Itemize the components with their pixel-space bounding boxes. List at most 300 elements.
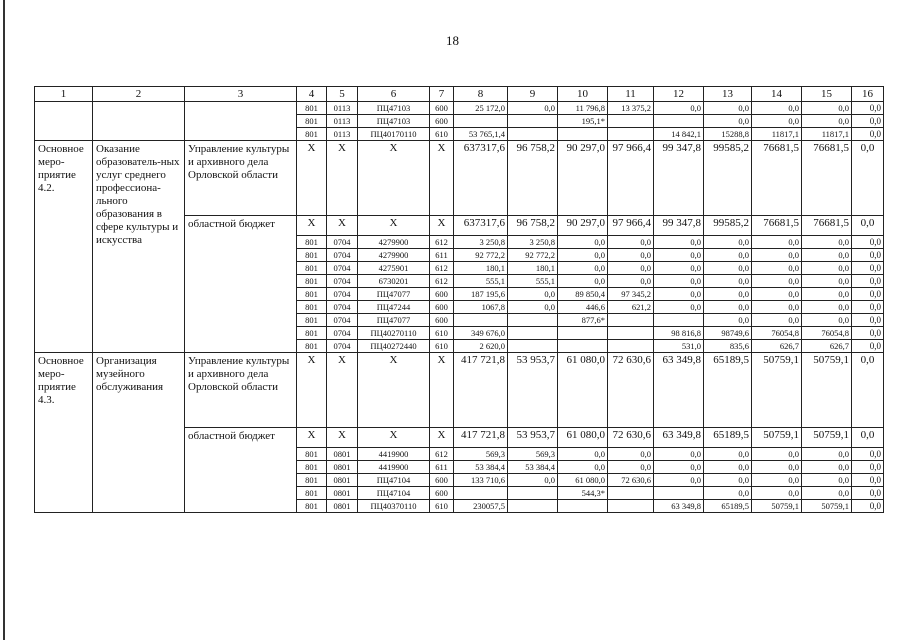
- column-number: 9: [508, 87, 558, 102]
- table-cell: 0,0: [852, 340, 884, 353]
- table-cell: 0,0: [558, 249, 608, 262]
- table-cell: 53 384,4: [454, 461, 508, 474]
- table-cell: ПЦ47103: [358, 115, 430, 128]
- table-cell: 2 620,0: [454, 340, 508, 353]
- table-cell: 0,0: [802, 487, 852, 500]
- table-cell: 0,0: [704, 262, 752, 275]
- table-cell: 1067,8: [454, 301, 508, 314]
- table-cell: 0,0: [654, 275, 704, 288]
- table-cell: Х: [327, 428, 358, 448]
- table-cell: 0,0: [752, 448, 802, 461]
- table-cell: 801: [297, 115, 327, 128]
- table-cell: ПЦ40170110: [358, 128, 430, 141]
- table-cell: 0,0: [508, 288, 558, 301]
- table-cell: 0,0: [508, 102, 558, 115]
- table-cell: 0,0: [704, 236, 752, 249]
- table-cell: Х: [327, 141, 358, 216]
- table-cell: 0,0: [852, 262, 884, 275]
- table-cell: 13 375,2: [608, 102, 654, 115]
- table-cell: Х: [430, 216, 454, 236]
- table-cell: 0,0: [802, 314, 852, 327]
- table-cell: 65189,5: [704, 353, 752, 428]
- table-cell: 0,0: [852, 301, 884, 314]
- table-cell: 0,0: [608, 448, 654, 461]
- table-cell: [508, 500, 558, 513]
- table-cell: 600: [430, 301, 454, 314]
- table-cell: 417 721,8: [454, 353, 508, 428]
- table-cell: 0,0: [852, 236, 884, 249]
- table-cell: [608, 500, 654, 513]
- table-cell: [608, 115, 654, 128]
- table-cell: 3 250,8: [454, 236, 508, 249]
- table-cell: Х: [358, 141, 430, 216]
- table-cell: 61 080,0: [558, 428, 608, 448]
- table-cell: 626,7: [752, 340, 802, 353]
- g0-col2: [93, 102, 185, 141]
- table-cell: 0,0: [704, 249, 752, 262]
- table-cell: ПЦ40270110: [358, 327, 430, 340]
- table-cell: 0704: [327, 301, 358, 314]
- table-cell: 0,0: [752, 474, 802, 487]
- table-cell: 4279900: [358, 249, 430, 262]
- table-cell: 96 758,2: [508, 141, 558, 216]
- table-cell: 0,0: [608, 249, 654, 262]
- table-cell: [508, 314, 558, 327]
- table-cell: 0704: [327, 275, 358, 288]
- table-cell: ПЦ40370110: [358, 500, 430, 513]
- table-cell: [508, 340, 558, 353]
- table-cell: 0,0: [802, 288, 852, 301]
- table-cell: 801: [297, 262, 327, 275]
- table-cell: 0,0: [704, 448, 752, 461]
- table-cell: 97 345,2: [608, 288, 654, 301]
- table-cell: 0,0: [704, 115, 752, 128]
- g0-col3: [185, 102, 297, 141]
- table-cell: 0,0: [558, 448, 608, 461]
- event-main-row: [35, 141, 884, 216]
- table-cell: 0,0: [852, 216, 884, 236]
- column-number: 16: [852, 87, 884, 102]
- table-cell: 53 765,1,4: [454, 128, 508, 141]
- table-cell: [608, 314, 654, 327]
- table-cell: 97 966,4: [608, 216, 654, 236]
- table-cell: 0,0: [852, 487, 884, 500]
- table-cell: 0,0: [704, 102, 752, 115]
- table-cell: 63 349,8: [654, 353, 704, 428]
- table-cell: 0,0: [608, 236, 654, 249]
- table-cell: Х: [327, 216, 358, 236]
- table-cell: 65189,5: [704, 500, 752, 513]
- table-cell: 0,0: [508, 474, 558, 487]
- column-number: 14: [752, 87, 802, 102]
- table-cell: 187 195,6: [454, 288, 508, 301]
- table-cell: 230057,5: [454, 500, 508, 513]
- table-cell: 0,0: [608, 262, 654, 275]
- table-cell: 600: [430, 102, 454, 115]
- table-cell: 0,0: [852, 474, 884, 487]
- table-cell: Х: [297, 353, 327, 428]
- table-cell: 0,0: [852, 327, 884, 340]
- table-cell: 50759,1: [752, 500, 802, 513]
- column-number: 6: [358, 87, 430, 102]
- column-number: 12: [654, 87, 704, 102]
- table-cell: 0,0: [654, 249, 704, 262]
- table-cell: 446,6: [558, 301, 608, 314]
- table-cell: 0,0: [654, 448, 704, 461]
- responsible-executor: Управление культуры и архивного дела Орловской области: [185, 141, 297, 216]
- table-cell: 0,0: [752, 288, 802, 301]
- table-cell: 15288,8: [704, 128, 752, 141]
- table-cell: ПЦ47103: [358, 102, 430, 115]
- table-cell: 0,0: [704, 288, 752, 301]
- table-cell: 349 676,0: [454, 327, 508, 340]
- table-cell: ПЦ47077: [358, 288, 430, 301]
- table-cell: 0113: [327, 102, 358, 115]
- table-cell: 92 772,2: [454, 249, 508, 262]
- table-cell: 0,0: [802, 115, 852, 128]
- column-number: 4: [297, 87, 327, 102]
- table-cell: 72 630,6: [608, 428, 654, 448]
- table-cell: 0,0: [752, 314, 802, 327]
- event-description: Организация музейного обслуживания: [93, 353, 185, 513]
- column-number: 5: [327, 87, 358, 102]
- table-cell: 76681,5: [752, 141, 802, 216]
- table-cell: 90 297,0: [558, 141, 608, 216]
- table-cell: 0,0: [802, 474, 852, 487]
- table-cell: 72 630,6: [608, 353, 654, 428]
- column-number: 3: [185, 87, 297, 102]
- table-cell: 600: [430, 474, 454, 487]
- table-cell: 0704: [327, 249, 358, 262]
- table-cell: 0,0: [852, 314, 884, 327]
- table-cell: 99 347,8: [654, 141, 704, 216]
- table-cell: 4279900: [358, 236, 430, 249]
- table-cell: 0,0: [654, 288, 704, 301]
- table-cell: Х: [297, 216, 327, 236]
- table-cell: 0,0: [802, 461, 852, 474]
- table-cell: ПЦ47244: [358, 301, 430, 314]
- table-cell: 610: [430, 327, 454, 340]
- table-cell: 98 816,8: [654, 327, 704, 340]
- table-cell: 600: [430, 288, 454, 301]
- table-cell: 53 953,7: [508, 353, 558, 428]
- table-cell: 600: [430, 115, 454, 128]
- table-cell: 0801: [327, 487, 358, 500]
- table-cell: 0,0: [654, 236, 704, 249]
- table-cell: 4419900: [358, 461, 430, 474]
- table-cell: 53 384,4: [508, 461, 558, 474]
- table-cell: Х: [297, 428, 327, 448]
- table-cell: 0801: [327, 474, 358, 487]
- table-cell: 0,0: [558, 275, 608, 288]
- table-cell: 801: [297, 474, 327, 487]
- table-cell: 0,0: [704, 314, 752, 327]
- table-cell: 801: [297, 236, 327, 249]
- table-cell: 417 721,8: [454, 428, 508, 448]
- table-cell: 637317,6: [454, 216, 508, 236]
- table-cell: 98749,6: [704, 327, 752, 340]
- funding-source: областной бюджет: [185, 428, 297, 513]
- table-cell: 50759,1: [802, 500, 852, 513]
- page-number: 18: [446, 33, 459, 48]
- table-cell: [454, 487, 508, 500]
- event-description: Оказание образователь-ных услуг среднего профессиона-льного образования в сфере культуры и искусства: [93, 141, 185, 353]
- table-cell: 0,0: [752, 262, 802, 275]
- table-cell: 0,0: [852, 102, 884, 115]
- table-cell: 569,3: [508, 448, 558, 461]
- table-cell: 0,0: [608, 275, 654, 288]
- table-cell: 611: [430, 249, 454, 262]
- table-cell: [558, 340, 608, 353]
- table-cell: 4419900: [358, 448, 430, 461]
- table-cell: 0,0: [704, 474, 752, 487]
- table-cell: 76681,5: [802, 216, 852, 236]
- table-cell: 621,2: [608, 301, 654, 314]
- table-cell: 96 758,2: [508, 216, 558, 236]
- table-cell: 76681,5: [752, 216, 802, 236]
- table-cell: 801: [297, 249, 327, 262]
- table-cell: 555,1: [508, 275, 558, 288]
- table-cell: 14 842,1: [654, 128, 704, 141]
- table-cell: 99 347,8: [654, 216, 704, 236]
- table-cell: 61 080,0: [558, 474, 608, 487]
- table-cell: 0,0: [802, 236, 852, 249]
- table-cell: 0,0: [852, 288, 884, 301]
- table-cell: 0,0: [852, 249, 884, 262]
- table-cell: 0704: [327, 236, 358, 249]
- table-cell: [608, 487, 654, 500]
- table-cell: 801: [297, 314, 327, 327]
- table-cell: 0,0: [752, 236, 802, 249]
- table-cell: 610: [430, 500, 454, 513]
- table-cell: 25 172,0: [454, 102, 508, 115]
- table-cell: 610: [430, 340, 454, 353]
- table-cell: 0,0: [752, 301, 802, 314]
- table-cell: 801: [297, 448, 327, 461]
- table-cell: 0,0: [704, 461, 752, 474]
- table-cell: 0,0: [852, 448, 884, 461]
- table-cell: 0113: [327, 128, 358, 141]
- table-cell: 0,0: [852, 275, 884, 288]
- table-cell: 0,0: [752, 461, 802, 474]
- table-cell: 600: [430, 314, 454, 327]
- table-cell: 11817,1: [752, 128, 802, 141]
- table-cell: [654, 487, 704, 500]
- table-cell: 555,1: [454, 275, 508, 288]
- table-cell: ПЦ47104: [358, 474, 430, 487]
- table-cell: 50759,1: [752, 428, 802, 448]
- table-cell: 63 349,8: [654, 428, 704, 448]
- table-cell: 0,0: [558, 262, 608, 275]
- column-number-row: [35, 87, 884, 102]
- table-cell: 0,0: [558, 461, 608, 474]
- table-cell: 0704: [327, 314, 358, 327]
- table-cell: 76681,5: [802, 141, 852, 216]
- table-cell: 0,0: [802, 275, 852, 288]
- table-cell: 0,0: [752, 249, 802, 262]
- table-cell: 611: [430, 461, 454, 474]
- table-cell: 63 349,8: [654, 500, 704, 513]
- table-cell: [558, 500, 608, 513]
- table-cell: 0,0: [802, 262, 852, 275]
- table-cell: 801: [297, 327, 327, 340]
- table-cell: 0801: [327, 461, 358, 474]
- table-cell: 0,0: [654, 262, 704, 275]
- table-cell: 600: [430, 487, 454, 500]
- table-cell: 0,0: [852, 353, 884, 428]
- column-number: 13: [704, 87, 752, 102]
- table-cell: 569,3: [454, 448, 508, 461]
- table-cell: ПЦ47077: [358, 314, 430, 327]
- table-cell: 90 297,0: [558, 216, 608, 236]
- table-cell: ПЦ47104: [358, 487, 430, 500]
- table-cell: 133 710,6: [454, 474, 508, 487]
- table-cell: 0,0: [752, 487, 802, 500]
- table-cell: Х: [358, 216, 430, 236]
- table-cell: 0,0: [802, 301, 852, 314]
- table-cell: 11 796,8: [558, 102, 608, 115]
- table-cell: 637317,6: [454, 141, 508, 216]
- table-cell: 0801: [327, 448, 358, 461]
- column-number: 2: [93, 87, 185, 102]
- column-number: 15: [802, 87, 852, 102]
- event-number: Основное меро-приятие 4.2.: [35, 141, 93, 353]
- table-cell: 97 966,4: [608, 141, 654, 216]
- table-cell: Х: [297, 141, 327, 216]
- table-cell: 50759,1: [752, 353, 802, 428]
- table-cell: 0704: [327, 327, 358, 340]
- table-cell: 180,1: [508, 262, 558, 275]
- table-cell: 531,0: [654, 340, 704, 353]
- table-cell: Х: [430, 428, 454, 448]
- funding-source: областной бюджет: [185, 216, 297, 353]
- table-cell: 877,6*: [558, 314, 608, 327]
- table-cell: 65189,5: [704, 428, 752, 448]
- table-cell: Х: [358, 428, 430, 448]
- table-cell: 801: [297, 461, 327, 474]
- event-main-row: [35, 353, 884, 428]
- table-cell: 0,0: [654, 461, 704, 474]
- table-cell: [454, 314, 508, 327]
- table-cell: 72 630,6: [608, 474, 654, 487]
- table-cell: 0801: [327, 500, 358, 513]
- g0-col1: [35, 102, 93, 141]
- table-cell: 544,3*: [558, 487, 608, 500]
- table-cell: 801: [297, 288, 327, 301]
- table-cell: 0,0: [654, 102, 704, 115]
- table-cell: [608, 340, 654, 353]
- table-cell: 801: [297, 102, 327, 115]
- table-cell: 801: [297, 275, 327, 288]
- table-cell: 612: [430, 262, 454, 275]
- table-cell: 801: [297, 487, 327, 500]
- table-cell: Х: [358, 353, 430, 428]
- table-cell: [508, 487, 558, 500]
- table-cell: 180,1: [454, 262, 508, 275]
- table-cell: 0,0: [608, 461, 654, 474]
- table-cell: 3 250,8: [508, 236, 558, 249]
- table-cell: [508, 115, 558, 128]
- table-cell: 0,0: [752, 275, 802, 288]
- table-cell: 195,1*: [558, 115, 608, 128]
- table-cell: 0,0: [852, 128, 884, 141]
- table-cell: 835,6: [704, 340, 752, 353]
- table-cell: 0,0: [704, 301, 752, 314]
- table-cell: 0704: [327, 340, 358, 353]
- table-cell: 50759,1: [802, 353, 852, 428]
- table-cell: 0,0: [852, 115, 884, 128]
- table-row: [35, 102, 884, 115]
- table-cell: [654, 314, 704, 327]
- table-cell: 0113: [327, 115, 358, 128]
- table-cell: 626,7: [802, 340, 852, 353]
- table-cell: 0,0: [704, 275, 752, 288]
- table-cell: 76054,8: [752, 327, 802, 340]
- table-cell: 0,0: [752, 102, 802, 115]
- table-cell: 4275901: [358, 262, 430, 275]
- table-cell: 61 080,0: [558, 353, 608, 428]
- table-cell: 0,0: [852, 428, 884, 448]
- event-number: Основное меро-приятие 4.3.: [35, 353, 93, 513]
- table-cell: 0704: [327, 262, 358, 275]
- column-number: 11: [608, 87, 654, 102]
- column-number: 7: [430, 87, 454, 102]
- table-cell: 76054,8: [802, 327, 852, 340]
- responsible-executor: Управление культуры и архивного дела Орловской области: [185, 353, 297, 428]
- page-left-border: [3, 0, 5, 640]
- budget-table: [34, 86, 884, 513]
- table-cell: 0,0: [704, 487, 752, 500]
- table-cell: [654, 115, 704, 128]
- column-number: 10: [558, 87, 608, 102]
- table-cell: 0,0: [852, 500, 884, 513]
- table-cell: 612: [430, 448, 454, 461]
- table-cell: 612: [430, 236, 454, 249]
- table-cell: [558, 327, 608, 340]
- table-cell: 801: [297, 340, 327, 353]
- table-cell: 0,0: [852, 141, 884, 216]
- table-cell: 0,0: [852, 461, 884, 474]
- table-cell: 0,0: [508, 301, 558, 314]
- table-cell: Х: [327, 353, 358, 428]
- table-cell: [454, 115, 508, 128]
- column-number: 8: [454, 87, 508, 102]
- table-cell: 610: [430, 128, 454, 141]
- table-cell: 0704: [327, 288, 358, 301]
- table-cell: [508, 128, 558, 141]
- table-cell: 801: [297, 301, 327, 314]
- table-cell: 99585,2: [704, 141, 752, 216]
- table-cell: [558, 128, 608, 141]
- table-cell: Х: [430, 141, 454, 216]
- table-cell: 92 772,2: [508, 249, 558, 262]
- table-cell: Х: [430, 353, 454, 428]
- table-cell: 0,0: [802, 448, 852, 461]
- table-cell: 99585,2: [704, 216, 752, 236]
- table-cell: ПЦ40272440: [358, 340, 430, 353]
- table-cell: 612: [430, 275, 454, 288]
- table-cell: 0,0: [802, 102, 852, 115]
- table-cell: 89 850,4: [558, 288, 608, 301]
- table-cell: 801: [297, 128, 327, 141]
- table-cell: 801: [297, 500, 327, 513]
- column-number: 1: [35, 87, 93, 102]
- table-cell: [508, 327, 558, 340]
- table-cell: [608, 327, 654, 340]
- table-cell: 53 953,7: [508, 428, 558, 448]
- table-cell: 50759,1: [802, 428, 852, 448]
- table-cell: 0,0: [558, 236, 608, 249]
